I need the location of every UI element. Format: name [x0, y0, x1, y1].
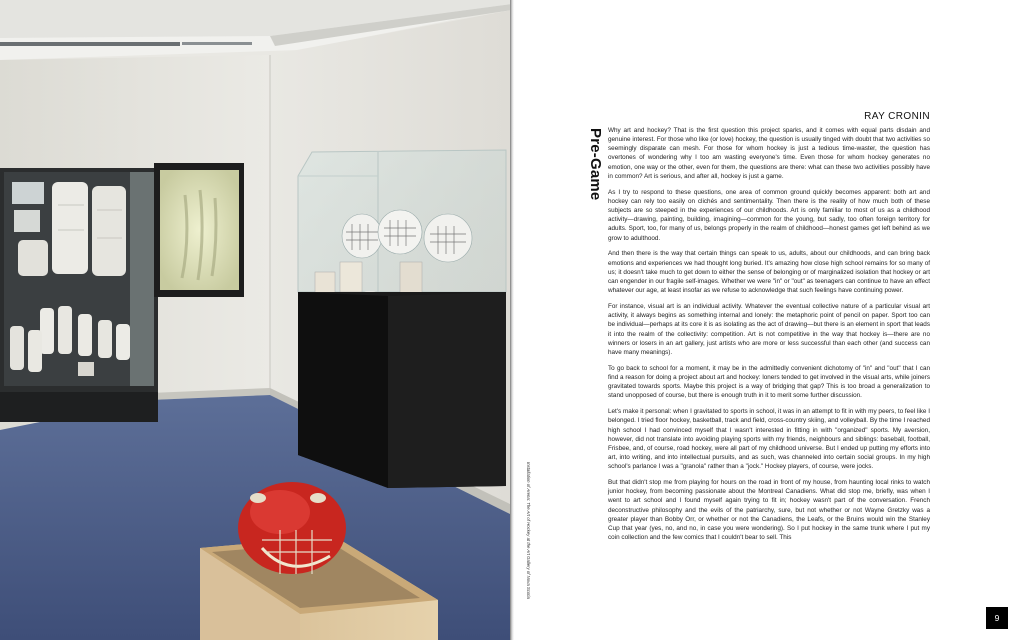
essay-paragraph: Why art and hockey? That is the first question this project sparks, and it comes with equal parts disdain and genuine interest. For those who like (or love) hockey, the question is usually tinged with doubt that two activities so seemingly disparate can mesh. For those for whom hockey is just a tedious time-waster, the question has overtones of wondering why I too am wasting everyone's time. Even those for whom hockey generates no emotion, one way or the other, even for them, the questions are there: what can these two activities possibly have in common? Art is serious, and after all, hockey is just a game.	[608, 127, 930, 180]
author-name: RAY CRONIN	[864, 111, 930, 122]
section-title: Pre-Game	[587, 128, 604, 201]
page-number: 9	[986, 607, 1008, 629]
essay-body	[608, 126, 930, 549]
photo-caption: Installation of Arena: The Art of Hockey at the Art Gallery of Nova Scotia	[526, 462, 531, 599]
essay-paragraph: To go back to school for a moment, it may be in the admittedly convenient dichotomy of "in" and "out" that I can find a reason for doing a project about art and hockey: loners tended to get involved in the visual arts, while joiners gravitated towards sports. Maybe this project is a way of bridging that gap? This is too broad a generalization to stand unopposed of course, but there is enough truth in it to merit some further discussion.	[608, 364, 930, 400]
essay-paragraph: But that didn't stop me from playing for hours on the road in front of my house, from haunting local rinks to watch junior hockey, from becoming passionate about the Montreal Canadiens. What did stop me, briefly, was when I went to art school and I found myself again trying to fit in; hockey wasn't part of the conversation. French deconstructive philosophy and the evils of the patriarchy, sure, but not whether or not Wayne Gretzky was a greater player than Bobby Orr, or whether or not the Canadiens, the Leafs, or the Bruins would win the Stanley Cup that year (yes, no, and no, in case you were wondering). So I put hockey in the same trunk where I put my coin collection and the few comics that I couldn't bear to sell. This	[608, 479, 930, 542]
essay-paragraph: Let's make it personal: when I gravitated to sports in school, it was in an attempt to fit in with my peers, to feel like I belonged. I tried floor hockey, basketball, track and field, cross-country skiing, and volleyball. By the time I reached high school I had convinced myself that I wasn't interested in fitting in with "organized" sports. My aversion, however, did not translate into avoiding playing sports with my friends, neighbours and siblings: baseball, football, Frisbee, and, of course, road hockey, were all part of my childhood universe. But I ended up putting my efforts into art, into writing, and into intellectual pursuits, and as such, was channeled into certain social groups. In my high school's parlance I was a "granola" rather than a "jock." Hockey players, of course, were jocks.	[608, 408, 930, 471]
essay-paragraph: For instance, visual art is an individual activity. Whatever the eventual collective nature of a particular visual art activity, it always begins as something internal and lonely: the metaphoric point of pencil on paper. Sport too can be individual—perhaps at its core it is as isolating as the act of drawing—but there is an element in sport that leads it into the realm of the collectivity: competition. Art is not competitive in the way that hockey is—there are no winners or losers in an art gallery, just artists who are more or less successful than each other (and success can have many meanings).	[608, 303, 930, 356]
essay-paragraph: And then there is the way that certain things can speak to us, adults, about our childhoods, and can bring back emotions and experiences we had thought long buried. It's amazing how close high school remains for so many of us; it doesn't take much to get down to either the sense of belonging or of marginalized isolation that hockey or art can engender in our fragile self-images. Whether we were "in" or "out" as teenagers can continue to have an effect whatever our age, at least insofar as we refuse to acknowledge that such feelings have continuing power.	[608, 250, 930, 295]
essay-paragraph: As I try to respond to these questions, one area of common ground quickly becomes apparent: both art and hockey can rely too easily on clichés and sentimentality. Then there is the reality of how much both of these subjects are so steeped in the experiences of our childhoods. Art is only familiar to most of us as a childhood activity—drawing, painting, building, imagining—common for the young, but sadly, too often foreign territory for adults. Sport, too, for many of us, belongs properly in the realm of childhood—honest games get left behind as we grow to adulthood.	[608, 188, 930, 242]
